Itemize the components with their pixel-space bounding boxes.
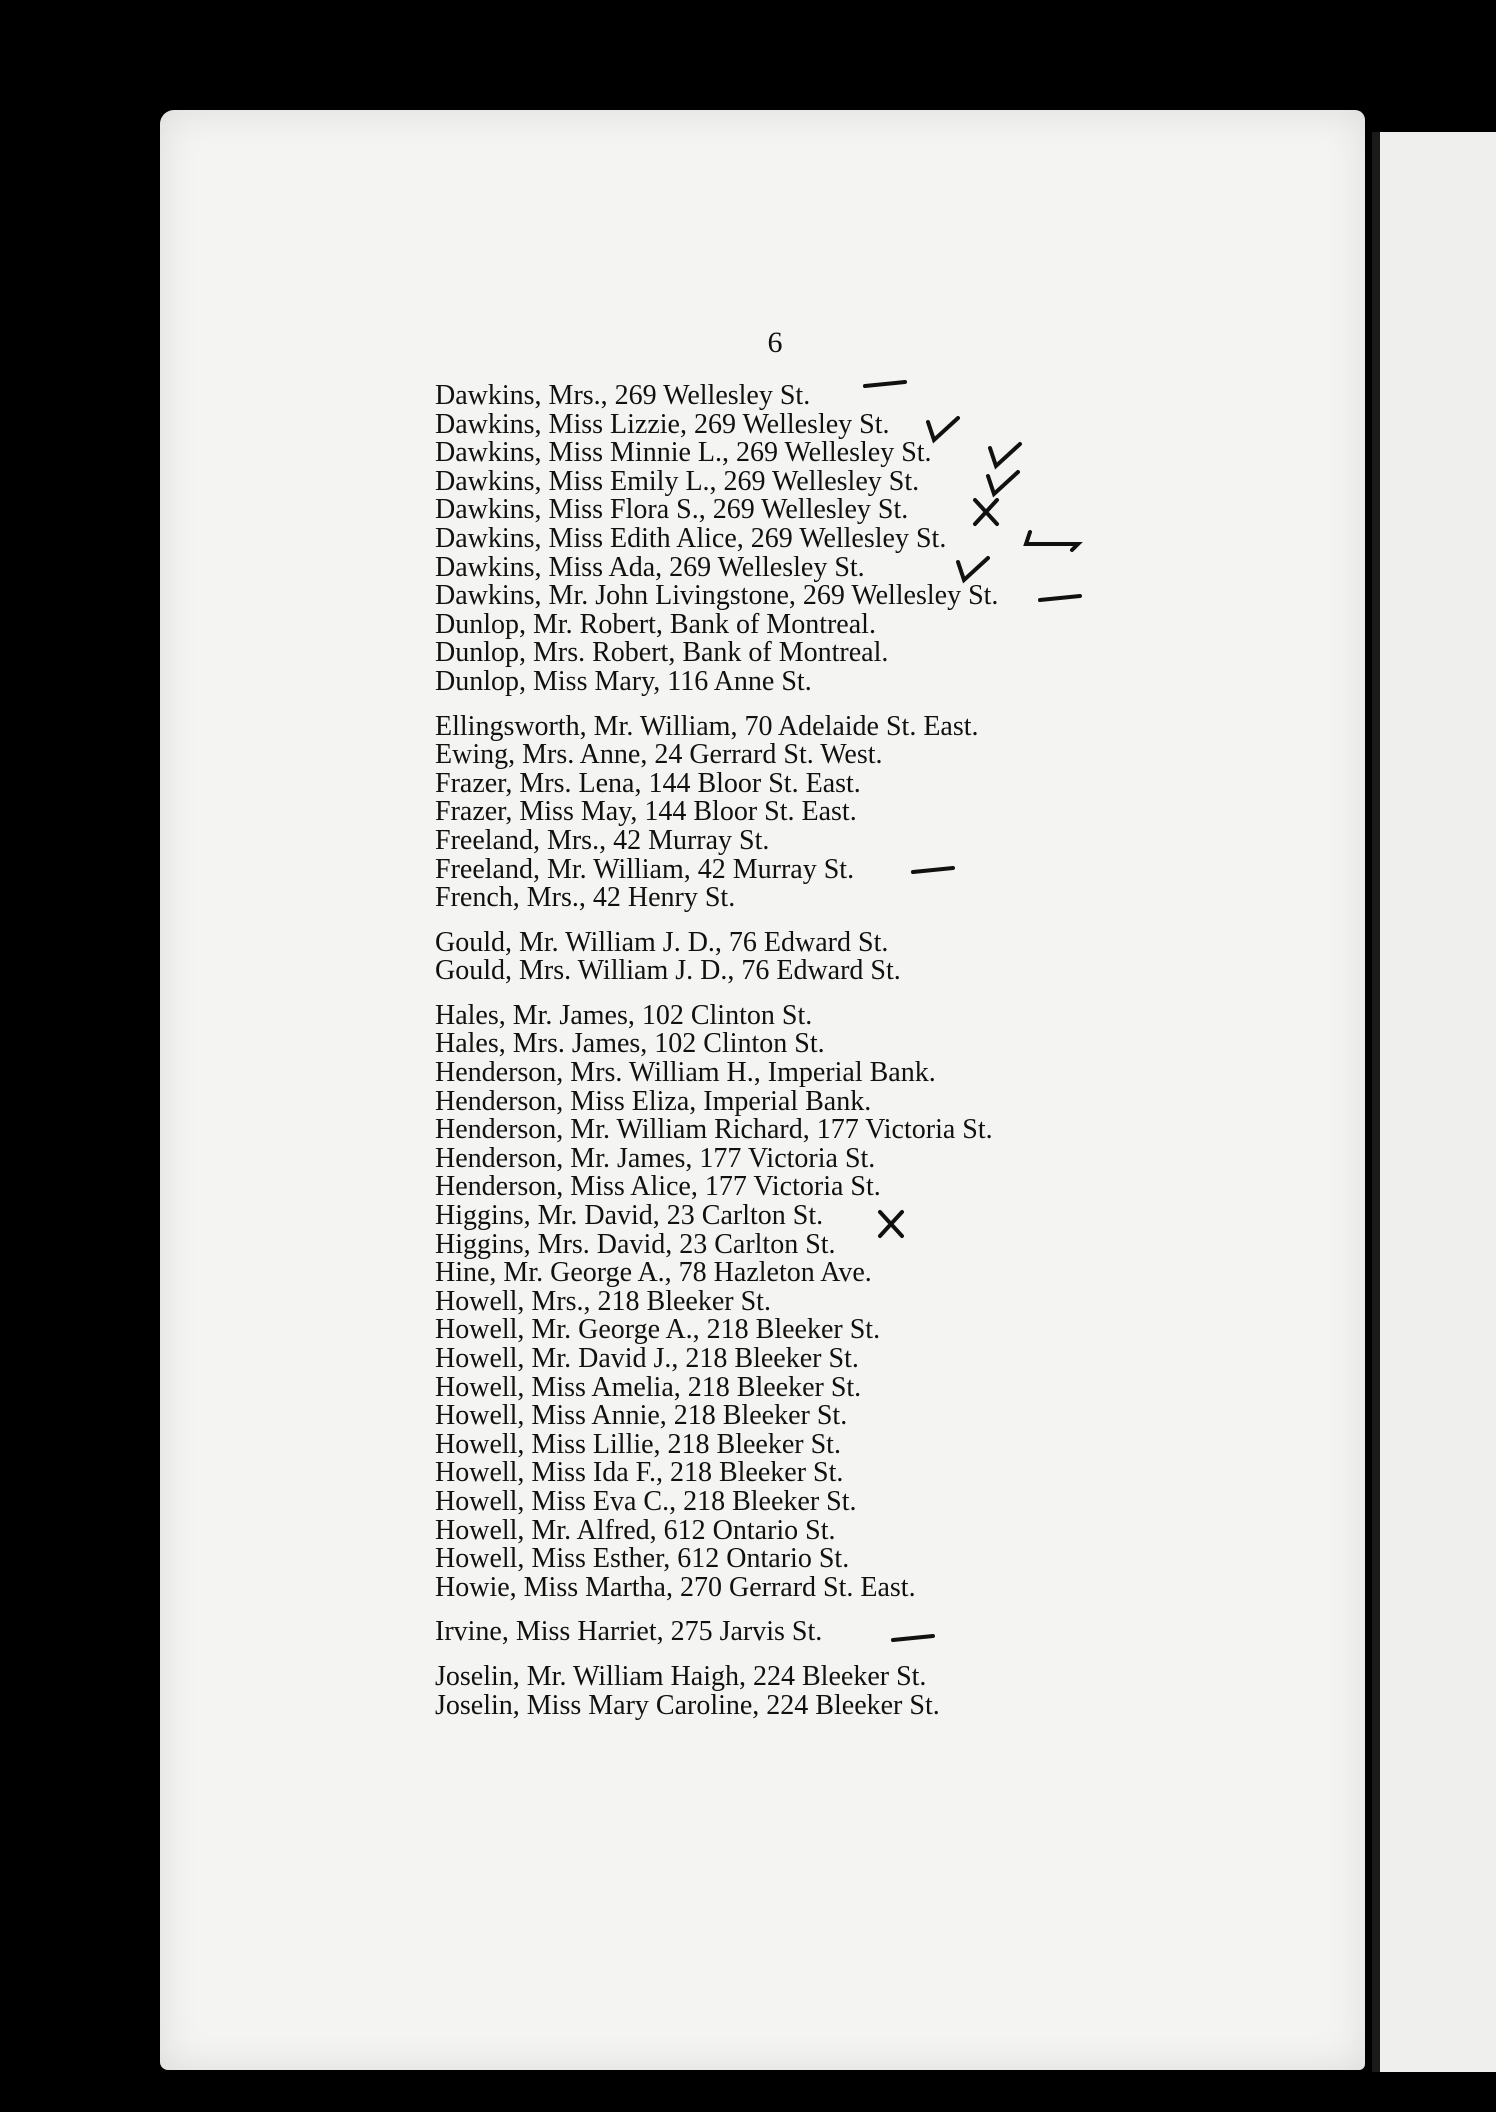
directory-entry: Howell, Miss Ida F., 218 Bleeker St. (435, 1457, 844, 1489)
directory-entry: Higgins, Mr. David, 23 Carlton St. (435, 1200, 824, 1232)
directory-entry: Ewing, Mrs. Anne, 24 Gerrard St. West. (435, 739, 883, 771)
directory-entry: Howell, Miss Eva C., 218 Bleeker St. (435, 1485, 857, 1517)
pencil-cross-mark (880, 1212, 902, 1236)
directory-entry: Ellingsworth, Mr. William, 70 Adelaide St. East. (435, 710, 979, 742)
directory-entry: Freeland, Mrs., 42 Murray St. (435, 824, 770, 856)
directory-entry: Frazer, Mrs. Lena, 144 Bloor St. East. (435, 767, 861, 799)
directory-entry: Howell, Miss Amelia, 218 Bleeker St. (435, 1371, 862, 1403)
directory-entry: Howell, Miss Lillie, 218 Bleeker St. (435, 1428, 841, 1460)
directory-entry: Dunlop, Mr. Robert, Bank of Montreal. (435, 608, 876, 640)
directory-entry: Henderson, Miss Alice, 177 Victoria St. (435, 1171, 881, 1203)
directory-entry: Higgins, Mrs. David, 23 Carlton St. (435, 1228, 836, 1260)
directory-entry: French, Mrs., 42 Henry St. (435, 882, 736, 914)
directory-entry: Joselin, Mr. William Haigh, 224 Bleeker St. (435, 1660, 927, 1692)
pencil-arrow-mark (1026, 532, 1078, 550)
pencil-tick-mark (928, 418, 958, 440)
directory-entry: Dawkins, Miss Edith Alice, 269 Wellesley St. (435, 522, 947, 554)
directory-entry: Irvine, Miss Harriet, 275 Jarvis St. (435, 1616, 823, 1648)
directory-entry: Henderson, Miss Eliza, Imperial Bank. (435, 1085, 872, 1117)
pencil-dash-mark (913, 868, 953, 872)
directory-entry: Howell, Miss Esther, 612 Ontario St. (435, 1543, 850, 1575)
directory-entry: Dawkins, Miss Flora S., 269 Wellesley St. (435, 494, 909, 526)
directory-entry: Henderson, Mr. William Richard, 177 Victoria St. (435, 1114, 993, 1146)
page-number: 6 (767, 326, 783, 359)
directory-entry: Freeland, Mr. William, 42 Murray St. (435, 853, 855, 885)
directory-entry: Howell, Miss Annie, 218 Bleeker St. (435, 1400, 848, 1432)
pencil-dash-mark (1040, 596, 1080, 600)
directory-entry: Henderson, Mrs. William H., Imperial Bank. (435, 1057, 936, 1089)
pencil-dash-mark (893, 1636, 933, 1640)
directory-entry: Howell, Mr. Alfred, 612 Ontario St. (435, 1514, 836, 1546)
directory-entry: Dawkins, Miss Lizzie, 269 Wellesley St. (435, 408, 890, 440)
directory-entry: Dawkins, Mr. John Livingstone, 269 Wellesley St. (435, 580, 999, 612)
pencil-dash-mark (865, 382, 905, 386)
pencil-tick-mark (958, 558, 988, 580)
directory-entry: Dawkins, Miss Emily L., 269 Wellesley St. (435, 465, 920, 497)
directory-entry: Hales, Mr. James, 102 Clinton St. (435, 999, 813, 1031)
directory-entry: Henderson, Mr. James, 177 Victoria St. (435, 1142, 876, 1174)
pencil-tick-mark (990, 444, 1020, 466)
directory-entry: Gould, Mr. William J. D., 76 Edward St. (435, 926, 889, 958)
directory-entry: Howell, Mr. George A., 218 Bleeker St. (435, 1314, 881, 1346)
directory-entry: Dawkins, Miss Ada, 269 Wellesley St. (435, 551, 865, 583)
directory-entry: Howie, Miss Martha, 270 Gerrard St. East. (435, 1571, 916, 1603)
directory-entry: Joselin, Miss Mary Caroline, 224 Bleeker St. (435, 1689, 940, 1721)
directory-entry: Dawkins, Miss Minnie L., 269 Wellesley St. (435, 437, 932, 469)
directory-entry: Howell, Mr. David J., 218 Bleeker St. (435, 1343, 859, 1374)
directory-entry: Frazer, Miss May, 144 Bloor St. East. (435, 796, 857, 828)
directory-entry: Dunlop, Mrs. Robert, Bank of Montreal. (435, 637, 889, 669)
directory-entry: Howell, Mrs., 218 Bleeker St. (435, 1285, 771, 1317)
pencil-tick-mark (988, 472, 1018, 494)
directory-entry: Dunlop, Miss Mary, 116 Anne St. (435, 665, 812, 697)
pencil-cross-mark (975, 500, 997, 524)
directory-entry: Hine, Mr. George A., 78 Hazleton Ave. (435, 1257, 872, 1289)
directory-entry: Gould, Mrs. William J. D., 76 Edward St. (435, 955, 901, 987)
directory-entry: Dawkins, Mrs., 269 Wellesley St. (435, 380, 811, 411)
directory-entry: Hales, Mrs. James, 102 Clinton St. (435, 1028, 825, 1060)
